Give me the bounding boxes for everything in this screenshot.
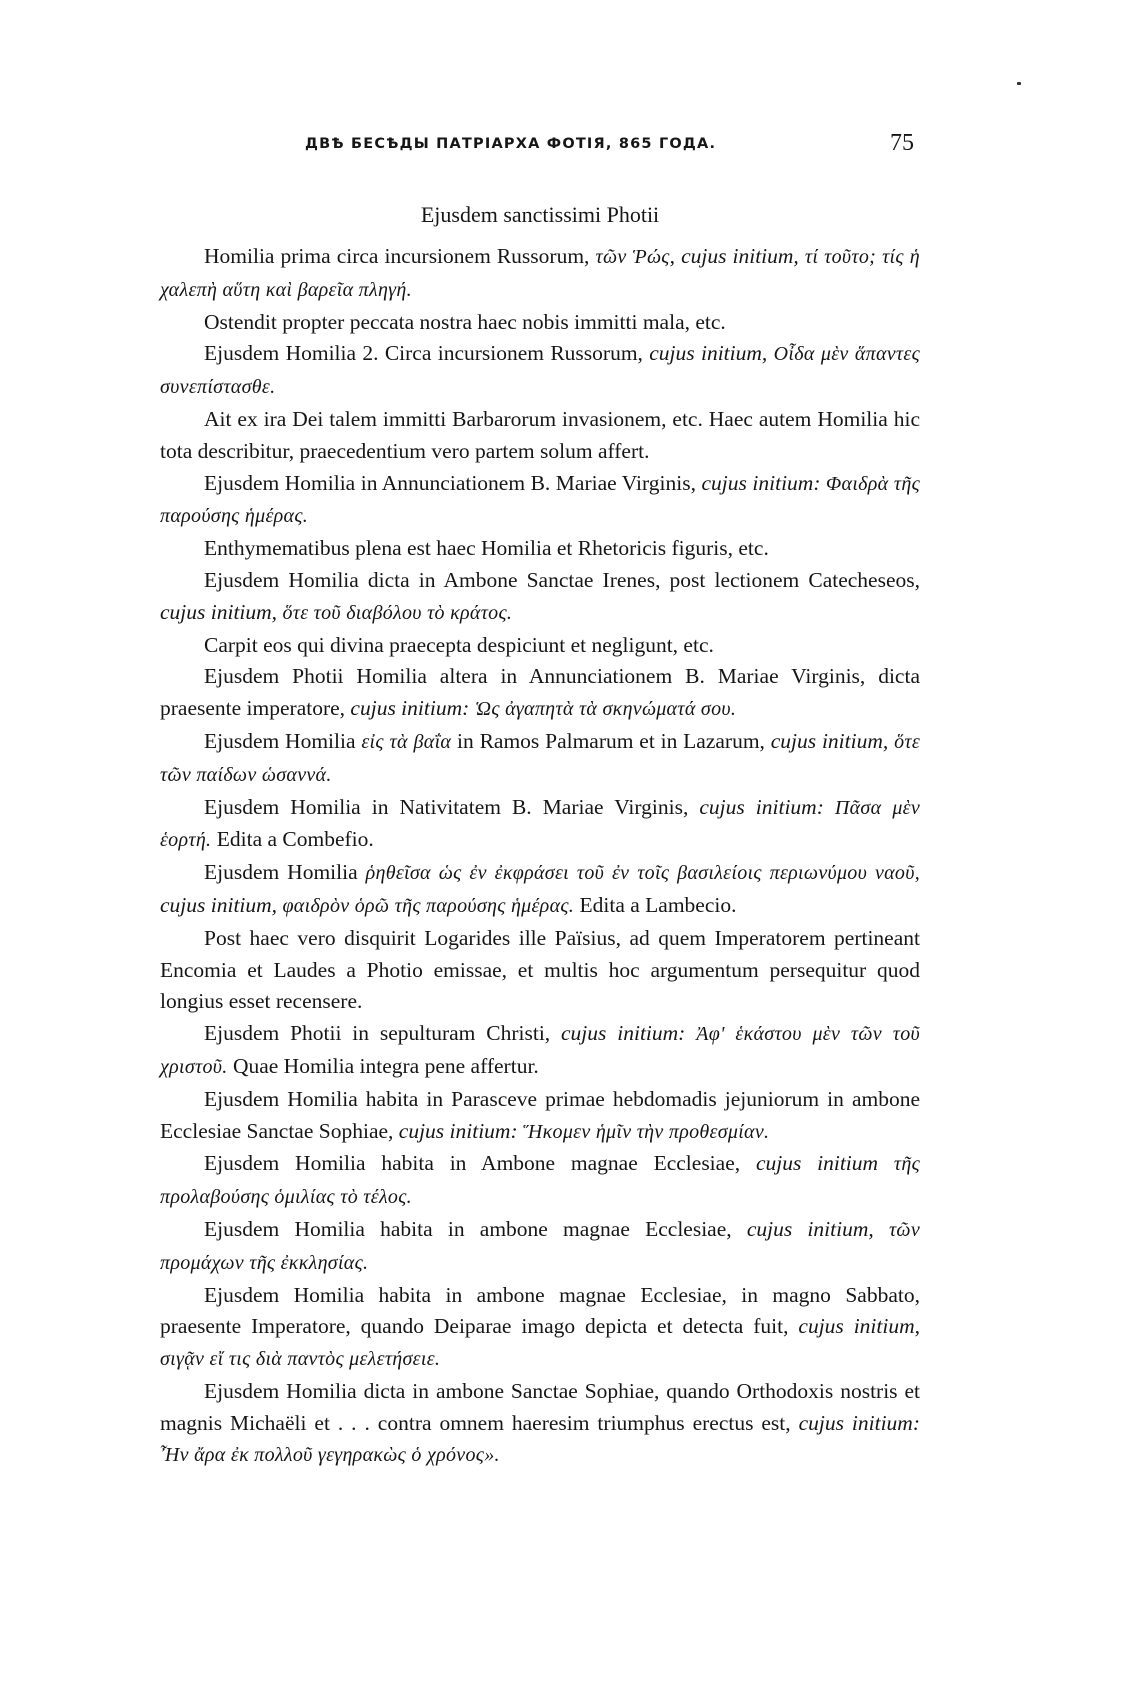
italic-text: cujus initium: <box>398 1118 518 1143</box>
italic-text: cujus initium, <box>160 892 278 917</box>
greek-text: τῶν Ῥώς <box>595 246 670 268</box>
running-head <box>160 130 920 160</box>
italic-text: cujus initium, <box>160 599 278 624</box>
latin-text: Ostendit propter peccata nostra haec nobis immitti mala, etc. <box>204 309 726 334</box>
paragraph <box>160 338 920 404</box>
greek-text: Ἀφ' ἑκάστου μὲν τῶν τοῦ χριστοῦ. <box>160 1023 920 1078</box>
greek-text: Φαιδρὰ τῆς παρούσης ἡμέρας. <box>160 472 921 528</box>
paragraph <box>160 923 920 1018</box>
italic-text: cujus initium, <box>798 1314 921 1339</box>
paragraph <box>160 1018 920 1084</box>
italic-text: cujus initium: <box>350 696 470 721</box>
latin-text: Ejusdem Homilia habita in ambone magnae Ecclesiae, in magno Sabbato, praesente Imperatore, quando Deiparae imago depicta et detecta fuit, <box>160 1282 920 1339</box>
latin-text: Ejusdem Homilia dicta in ambone Sanctae Sophiae, quando Orthodoxis nostris et magnis Michaëli et . . . contra omnem haeresim triumphus erectus est, <box>160 1378 920 1435</box>
latin-text: Ejusdem Photii in sepulturam Christi, <box>204 1021 562 1046</box>
latin-text: Ejusdem Homilia <box>204 728 362 753</box>
italic-text: cujus initium, <box>681 244 799 268</box>
paragraph <box>160 468 920 534</box>
greek-text: σιγᾷν εἴ τις διὰ παντὸς μελετήσειε. <box>160 1348 441 1371</box>
latin-text: in Ramos Palmarum et in Lazarum, <box>451 728 771 753</box>
italic-text: cujus initium: <box>798 1410 920 1435</box>
greek-text: ῥηθεῖσα ὡς ἐν ἐκφράσει τοῦ ἐν τοῖς βασιλείοις περιωνύμου ναοῦ, <box>365 862 921 885</box>
section-title: Ejusdem sanctissimi Photii <box>420 202 660 227</box>
greek-text: Ἦν ἄρα ἐκ πολλοῦ γεγηρακὼς ὁ χρόνος». <box>160 1444 500 1467</box>
italic-text: cujus initium, <box>770 728 889 753</box>
latin-text <box>878 1151 894 1175</box>
latin-text: Ejusdem Homilia 2. Circa incursionem Russorum, <box>204 341 650 366</box>
latin-text: Homilia prima circa incursionem Russorum, <box>204 244 596 268</box>
latin-text: Edita a Combefio. <box>211 827 374 852</box>
latin-text: Ejusdem Homilia habita in ambone magnae Ecclesiae, <box>204 1216 747 1241</box>
running-title: ДВѢ БЕСѢДЫ ПАТРІАРХА ФОТІЯ, 865 ГОДА. <box>305 136 717 152</box>
latin-text: , <box>669 244 682 268</box>
italic-text: cujus initium: <box>699 794 824 819</box>
latin-text: Enthymematibus plena est haec Homilia et Rhetoricis figuris, etc. <box>204 536 769 561</box>
latin-text: Carpit eos qui divina praecepta despiciunt et negligunt, etc. <box>204 632 714 657</box>
paragraph <box>160 792 920 858</box>
greek-text: Ὡς ἀγαπητὰ τὰ σκηνώματά σου. <box>474 698 737 721</box>
latin-text <box>685 1021 696 1045</box>
paragraph <box>160 565 920 630</box>
latin-text: Edita a Lambecio. <box>574 892 737 917</box>
paragraph <box>160 726 920 792</box>
latin-text: Ejusdem Photii Homilia altera in Annunciationem B. Mariae Virginis, dicta praesente imperatore, <box>160 664 920 721</box>
page-number: 75 <box>890 130 914 156</box>
paragraph <box>160 1376 920 1472</box>
latin-text <box>874 1217 889 1241</box>
latin-text: Post haec vero disquirit Logarides ille Païsius, ad quem Imperatorem pertineant Encomia et Laudes a Photio emissae, et multis hoc argumentum persequitur quod longius esset recensere. <box>160 925 920 1014</box>
greek-text: φαιδρὸν ὁρῶ τῆς παρούσης ἡμέρας. <box>282 894 575 917</box>
italic-text: cujus initium, <box>649 341 768 366</box>
italic-text: cujus initium <box>755 1151 879 1176</box>
body-text <box>160 241 920 1472</box>
greek-text: Πᾶσα μὲν ἑορτή. <box>160 796 921 852</box>
greek-text: τῆς προλαβούσης ὁμιλίας τὸ τέλος. <box>160 1153 920 1209</box>
paragraph <box>160 1280 920 1376</box>
paragraph <box>160 630 920 662</box>
italic-text: cujus initium, <box>746 1216 874 1241</box>
latin-text: Ejusdem Homilia in Annunciationem B. Mariae Virginis, <box>204 470 702 495</box>
greek-text: Ἥκομεν ἡμῖν τὴν προθεσμίαν. <box>523 1120 770 1143</box>
paragraph <box>160 533 920 565</box>
paragraph <box>160 307 920 339</box>
scan-speck <box>1017 82 1021 85</box>
greek-text: Οἶδα μὲν ἅπαντες συνεπίστασθε. <box>160 343 920 399</box>
latin-text: Ejusdem Homilia <box>204 860 366 885</box>
paragraph <box>160 661 920 726</box>
paragraph <box>160 1148 920 1214</box>
latin-text <box>824 795 835 819</box>
latin-text: Ejusdem Homilia habita in Ambone magnae Ecclesiae, <box>204 1151 756 1176</box>
greek-text: τῶν προμάχων τῆς ἐκκλησίας. <box>160 1218 921 1274</box>
latin-text: Ait ex ira Dei talem immitti Barbarorum invasionem, etc. Haec autem Homilia hic tota describitur, praecedentium vero partem solum affert. <box>160 406 920 463</box>
italic-text: cujus initium: <box>701 470 821 495</box>
latin-text: Ejusdem Homilia in Nativitatem B. Mariae Virginis, <box>204 794 700 819</box>
paragraph <box>160 1084 920 1149</box>
greek-text: τί τοῦτο; τίς ἡ χαλεπὴ αὕτη καὶ βαρεῖα πληγή. <box>160 246 920 301</box>
greek-text: ὅτε τοῦ διαβόλου τὸ κράτος. <box>282 601 513 624</box>
latin-text: Quae Homilia integra pene affertur. <box>227 1053 539 1078</box>
paragraph <box>160 1214 920 1280</box>
paragraph <box>160 857 920 923</box>
paragraph <box>160 404 920 468</box>
greek-text: εἰς τὰ βαΐα <box>361 730 452 753</box>
greek-text: ὅτε τῶν παίδων ὡσαννά. <box>160 730 921 786</box>
latin-text: Ejusdem Homilia habita in Parasceve primae hebdomadis jejuniorum in ambone Ecclesiae Sanctae Sophiae, <box>160 1086 920 1143</box>
italic-text: cujus initium: <box>561 1021 686 1046</box>
latin-text: Ejusdem Homilia dicta in Ambone Sanctae Irenes, post lectionem Catecheseos, <box>204 567 920 592</box>
paragraph <box>160 241 920 307</box>
